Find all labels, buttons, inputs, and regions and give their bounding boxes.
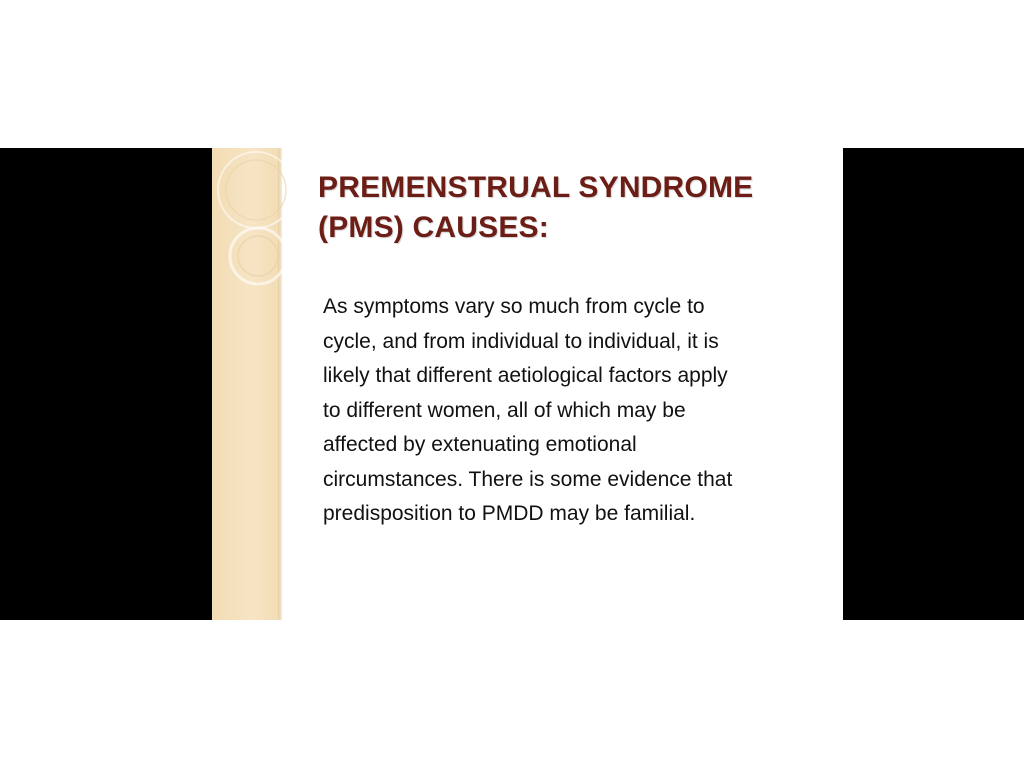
slide: [212, 148, 843, 620]
slide-title: PREMENSTRUAL SYNDROME (PMS) CAUSES:: [318, 171, 754, 244]
letterbox-left: [0, 148, 212, 620]
letterbox-right: [843, 148, 1024, 620]
slide-body-text: As symptoms vary so much from cycle to cycle, and from individual to individual, it is likely that different aetiological factors apply to different women, all of which may be affected by extenuating emotional circumstances. There is some evidence that predisposition to PMDD may be familial.: [323, 295, 733, 525]
decorative-circles-icon: [212, 148, 302, 308]
